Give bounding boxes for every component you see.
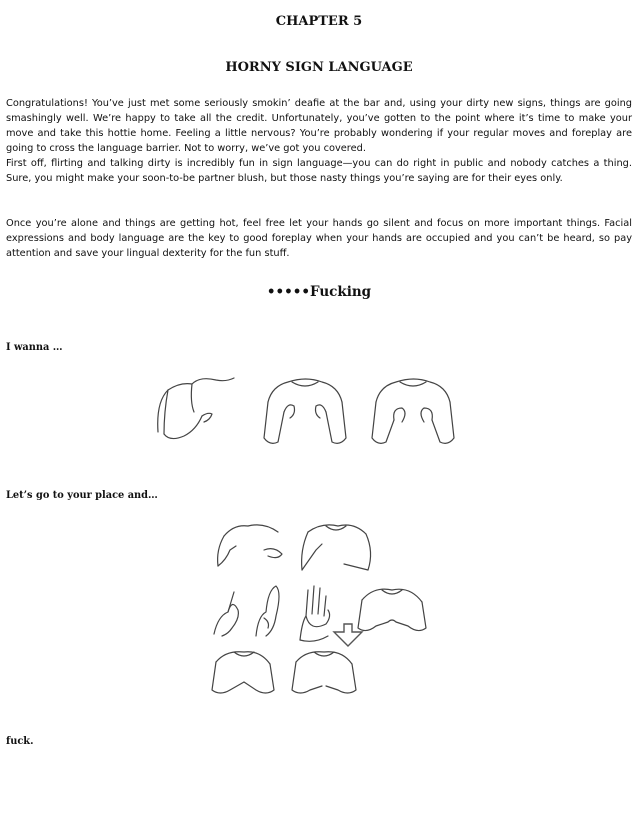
torso-figure: [158, 378, 234, 439]
intro-paragraph: Congratulations! You’ve just met some seriously smokin’ deafie at the bar and, using your dirty new signs, things are going smashingly well. We’re happy to take all the credit. Unfortunately, you’ve gotten to the point where it’s time to make your move and take this hottie home. Feeling a little nervous? You’re probably wondering if your regular moves and foreplay are going to cross the language barrier. Not to worry, we’ve got you covered.: [6, 98, 632, 154]
section-heading: •••••Fucking: [266, 284, 372, 300]
sign-caption-want: I wanna …: [6, 342, 63, 353]
hand-figure: [300, 586, 330, 641]
flirting-paragraph: First off, flirting and talking dirty is incredibly fun in sign language—you can do right in public and nobody catches a thing. Sure, you might make your soon-to-be partner blush, but those nasty things you’re saying are for their eyes only.: [6, 158, 632, 184]
sign-caption-go: Let’s go to your place and…: [6, 490, 158, 501]
torso-figure: [218, 525, 282, 566]
chapter-title: HORNY SIGN LANGUAGE: [225, 60, 413, 75]
sign-want-illustration: [150, 372, 486, 458]
sign-go-your-place-illustration: [204, 520, 438, 702]
torso-figure: [212, 652, 274, 693]
torso-figure: [358, 589, 426, 630]
chapter-heading: CHAPTER 5: [275, 14, 363, 29]
torso-figure: [292, 652, 356, 693]
sign-caption-fuck: fuck.: [6, 736, 34, 747]
hand-figure: [256, 586, 279, 636]
torso-figure: [372, 379, 454, 443]
torso-figure: [302, 525, 371, 570]
hand-figure: [214, 592, 238, 636]
foreplay-paragraph: Once you’re alone and things are getting hot, feel free let your hands go silent and focus on more important things. Facial expressions and body language are the key to good foreplay when your hands are occupied and you can’t be heard, so pay attention and save your lingual dexterity for the fun stuff.: [6, 218, 632, 259]
torso-figure: [264, 379, 346, 443]
